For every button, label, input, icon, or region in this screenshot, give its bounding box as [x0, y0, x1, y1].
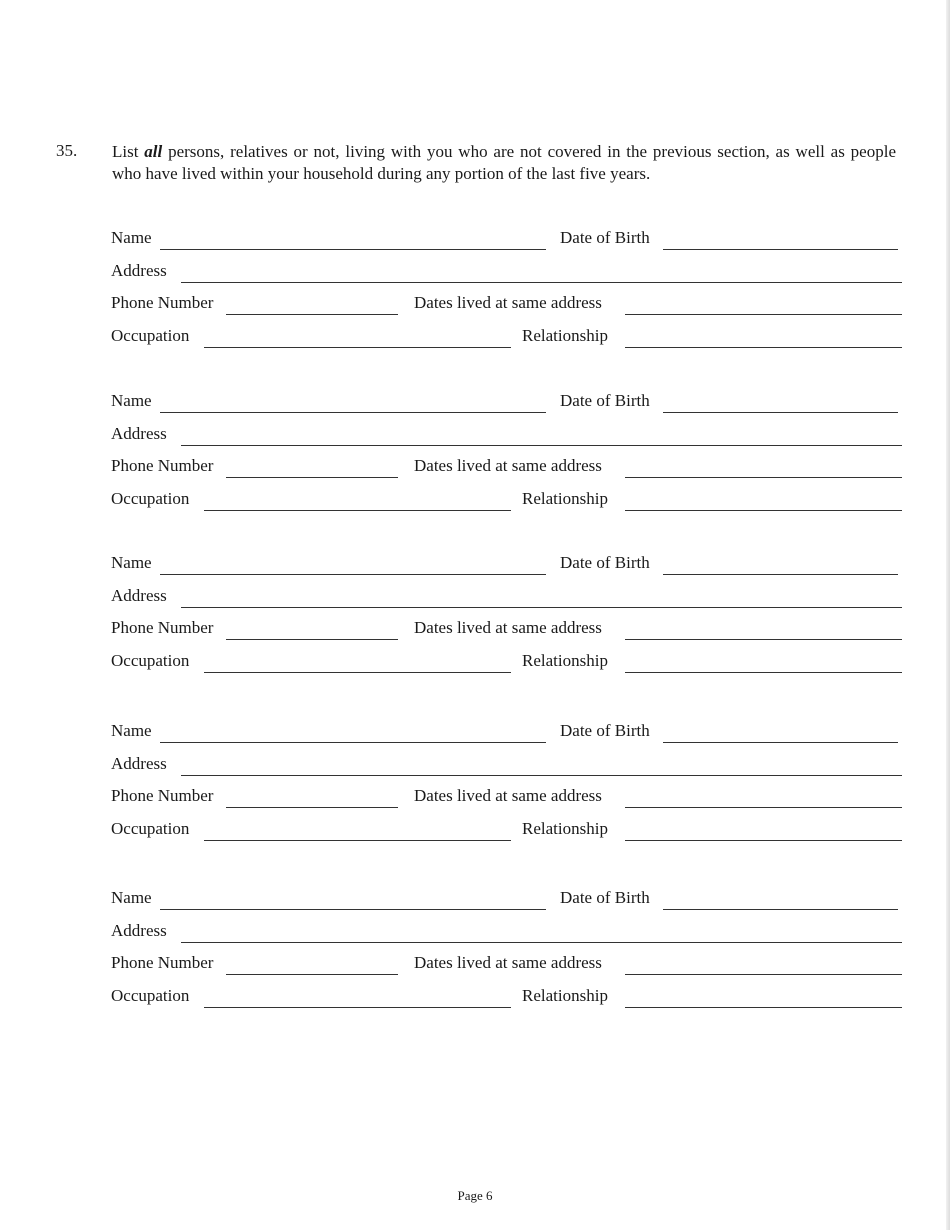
dates-lived-label: Dates lived at same address	[414, 293, 602, 312]
address-label: Address	[111, 921, 167, 940]
address-label: Address	[111, 586, 167, 605]
dates-lived-label: Dates lived at same address	[414, 618, 602, 637]
address-field[interactable]	[181, 775, 902, 776]
address-label: Address	[111, 261, 167, 280]
question-number: 35.	[56, 141, 78, 160]
date-of-birth-label: Date of Birth	[560, 391, 650, 410]
date-of-birth-field[interactable]	[663, 249, 898, 250]
relationship-label: Relationship	[522, 489, 608, 508]
question-emphasis: all	[144, 142, 163, 161]
dates-lived-label: Dates lived at same address	[414, 456, 602, 475]
phone-number-label: Phone Number	[111, 618, 214, 637]
address-label: Address	[111, 424, 167, 443]
address-label: Address	[111, 754, 167, 773]
phone-number-field[interactable]	[226, 639, 398, 640]
phone-number-label: Phone Number	[111, 953, 214, 972]
relationship-label: Relationship	[522, 986, 608, 1005]
date-of-birth-field[interactable]	[663, 742, 898, 743]
question-text-before: List	[112, 142, 145, 161]
name-label: Name	[111, 391, 152, 410]
dates-lived-label: Dates lived at same address	[414, 953, 602, 972]
name-field[interactable]	[160, 909, 546, 910]
name-field[interactable]	[160, 742, 546, 743]
relationship-label: Relationship	[522, 819, 608, 838]
page-number: Page 6	[457, 1188, 493, 1203]
relationship-field[interactable]	[625, 347, 902, 348]
date-of-birth-field[interactable]	[663, 574, 898, 575]
dates-lived-field[interactable]	[625, 639, 902, 640]
occupation-field[interactable]	[204, 672, 511, 673]
question-text	[112, 141, 896, 185]
relationship-label: Relationship	[522, 651, 608, 670]
dates-lived-field[interactable]	[625, 477, 902, 478]
question-text-after: persons, relatives or not, living with you who are not covered in the previous section, as well as people who have lived within your household during any portion of the last five years.	[112, 142, 896, 183]
date-of-birth-field[interactable]	[663, 909, 898, 910]
phone-number-label: Phone Number	[111, 293, 214, 312]
name-label: Name	[111, 888, 152, 907]
dates-lived-label: Dates lived at same address	[414, 786, 602, 805]
occupation-label: Occupation	[111, 489, 190, 508]
date-of-birth-label: Date of Birth	[560, 721, 650, 740]
address-field[interactable]	[181, 607, 902, 608]
name-label: Name	[111, 553, 152, 572]
occupation-label: Occupation	[111, 819, 190, 838]
name-field[interactable]	[160, 574, 546, 575]
date-of-birth-label: Date of Birth	[560, 553, 650, 572]
date-of-birth-label: Date of Birth	[560, 228, 650, 247]
dates-lived-field[interactable]	[625, 974, 902, 975]
page-edge-shadow	[946, 0, 950, 1230]
occupation-field[interactable]	[204, 347, 511, 348]
date-of-birth-label: Date of Birth	[560, 888, 650, 907]
name-field[interactable]	[160, 249, 546, 250]
relationship-label: Relationship	[522, 326, 608, 345]
occupation-field[interactable]	[204, 510, 511, 511]
phone-number-label: Phone Number	[111, 456, 214, 475]
phone-number-field[interactable]	[226, 974, 398, 975]
relationship-field[interactable]	[625, 672, 902, 673]
name-label: Name	[111, 721, 152, 740]
phone-number-label: Phone Number	[111, 786, 214, 805]
relationship-field[interactable]	[625, 510, 902, 511]
dates-lived-field[interactable]	[625, 807, 902, 808]
occupation-label: Occupation	[111, 651, 190, 670]
address-field[interactable]	[181, 942, 902, 943]
name-field[interactable]	[160, 412, 546, 413]
name-label: Name	[111, 228, 152, 247]
phone-number-field[interactable]	[226, 807, 398, 808]
phone-number-field[interactable]	[226, 314, 398, 315]
occupation-field[interactable]	[204, 840, 511, 841]
relationship-field[interactable]	[625, 1007, 902, 1008]
phone-number-field[interactable]	[226, 477, 398, 478]
date-of-birth-field[interactable]	[663, 412, 898, 413]
dates-lived-field[interactable]	[625, 314, 902, 315]
occupation-field[interactable]	[204, 1007, 511, 1008]
address-field[interactable]	[181, 282, 902, 283]
occupation-label: Occupation	[111, 326, 190, 345]
relationship-field[interactable]	[625, 840, 902, 841]
occupation-label: Occupation	[111, 986, 190, 1005]
address-field[interactable]	[181, 445, 902, 446]
